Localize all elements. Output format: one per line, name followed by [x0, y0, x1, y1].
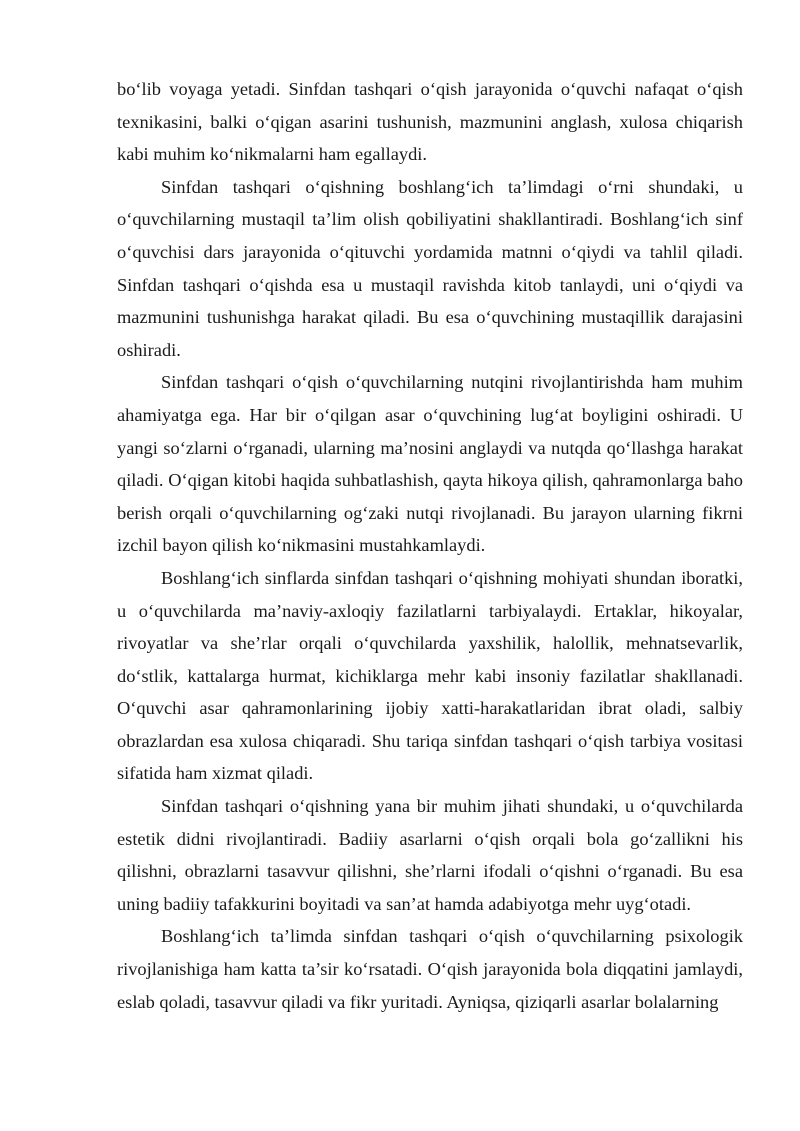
paragraph-moral-values: Boshlang‘ich sinflarda sinfdan tashqari o‘qishning mohiyati shundan iboratki, u o‘quvchilarda ma’naviy-axloqiy fazilatlarni tarbiyalaydi. Ertaklar, hikoyalar, rivoyatlar va she’rlar orqali o‘quvchilarda yaxshilik, halollik, mehnatsevarlik, do‘stlik, kattalarga hurmat, kichiklarga mehr kabi insoniy fazilatlar shakllanadi. O‘quvchi asar qahramonlarining ijobiy xatti-harakatlaridan ibrat oladi, salbiy obrazlardan esa xulosa chiqaradi. Shu tariqa sinfdan tashqari o‘qish tarbiya vositasi sifatida ham xizmat qiladi. [117, 567, 743, 784]
body-text [117, 73, 743, 1018]
paragraph-aesthetic-taste: Sinfdan tashqari o‘qishning yana bir muhim jihati shundaki, u o‘quvchilarda estetik didni rivojlantiradi. Badiiy asarlarni o‘qish orqali bola go‘zallikni his qilishni, obrazlarni tasavvur qilishni, she’rlarni ifodali o‘qishni o‘rganadi. Bu esa uning badiiy tafakkurini boyitadi va san’at hamda adabiyotga mehr uyg‘otadi. [117, 796, 743, 914]
paragraph-psychological-development: Boshlang‘ich ta’limda sinfdan tashqari o‘qish o‘quvchilarning psixologik rivojlanishiga ham katta ta’sir ko‘rsatadi. O‘qish jarayonida bola diqqatini jamlaydi, eslab qoladi, tasavvur qiladi va fikr yuritadi. Ayniqsa, qiziqarli asarlar bolalarning [117, 926, 743, 1012]
paragraph-speech-development: Sinfdan tashqari o‘qish o‘quvchilarning nutqini rivojlantirishda ham muhim ahamiyatga ega. Har bir o‘qilgan asar o‘quvchining lug‘at boyligini oshiradi. U yangi so‘zlarni o‘rganadi, ularning ma’nosini anglaydi va nutqda qo‘llashga harakat qiladi. O‘qigan kitobi haqida suhbatlashish, qayta hikoya qilish, qahramonlarga baho berish orqali o‘quvchilarning og‘zaki nutqi rivojlanadi. Bu jarayon ularning fikrni izchil bayon qilish ko‘nikmasini mustahkamlaydi. [117, 372, 743, 556]
paragraph-continuation: bo‘lib voyaga yetadi. Sinfdan tashqari o‘qish jarayonida o‘quvchi nafaqat o‘qish texnikasini, balki o‘qigan asarini tushunish, mazmunini anglash, xulosa chiqarish kabi muhim ko‘nikmalarni ham egallaydi. [117, 79, 743, 165]
paragraph-independent-learning: Sinfdan tashqari o‘qishning boshlang‘ich ta’limdagi o‘rni shundaki, u o‘quvchilarning mustaqil ta’lim olish qobiliyatini shakllantiradi. Boshlang‘ich sinf o‘quvchisi dars jarayonida o‘qituvchi yordamida matnni o‘qiydi va tahlil qiladi. Sinfdan tashqari o‘qishda esa u mustaqil ravishda kitob tanlaydi, uni o‘qiydi va mazmunini tushunishga harakat qiladi. Bu esa o‘quvchining mustaqillik darajasini oshiradi. [117, 176, 743, 360]
